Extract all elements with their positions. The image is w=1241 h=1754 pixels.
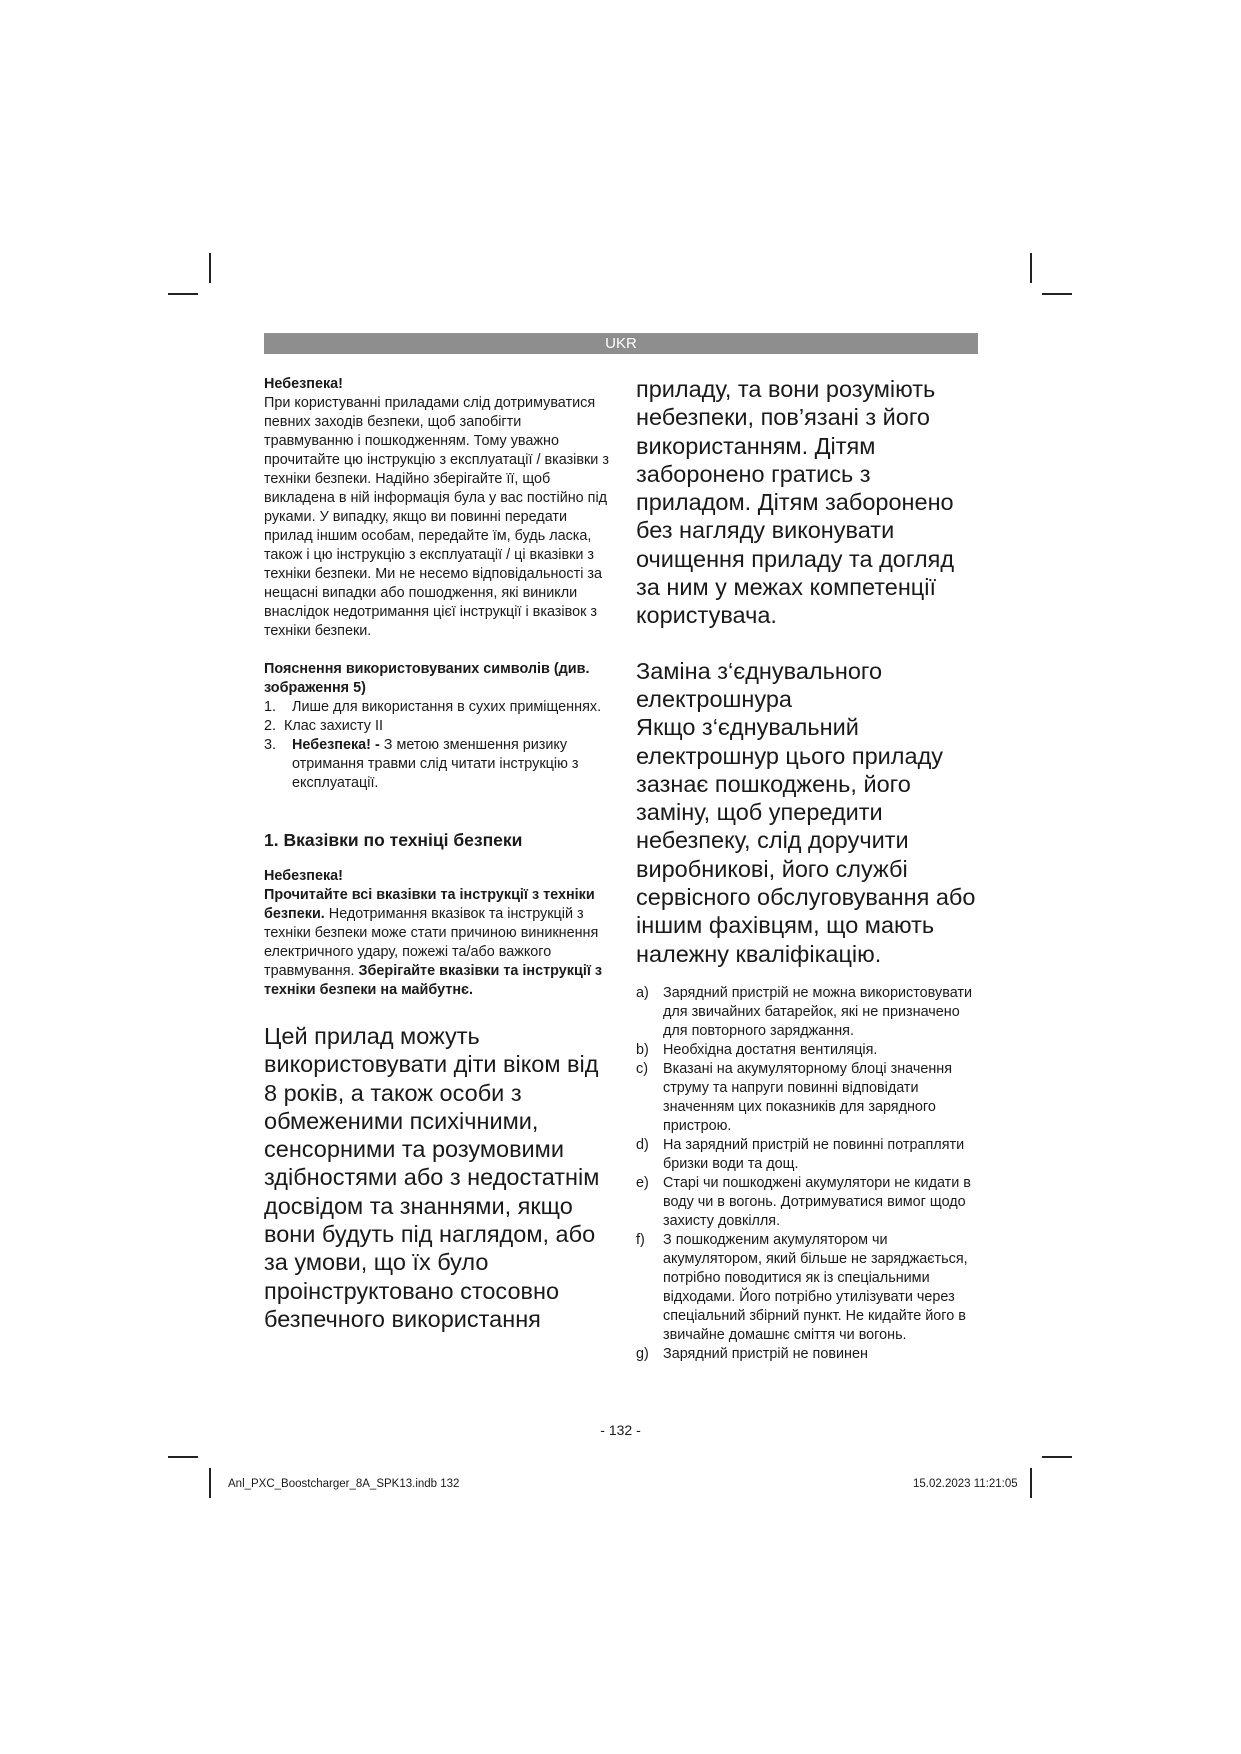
list-item: c) Вказані на акумуляторному блоці значення струму та напруги повинні відповідати значенням цих показників для зарядного пристрою. — [636, 1060, 953, 1134]
language-header-bar: UKR — [264, 333, 978, 354]
print-slug-date: 15.02.2023 11:21:05 — [913, 1478, 1018, 1490]
crop-mark — [168, 293, 198, 295]
cable-replacement-text: Якщо з‘єднувальний електрошнур цього приладу зазнає пошкоджень, його заміну, щоб упередити небезпеку, слід доручити виробникові, його службі сервісного обслуговування або іншим фахівцям, що мають належну кваліфікацію. — [636, 714, 976, 967]
danger-paragraph: Прочитайте всі вказівки та інструкції з техніки безпеки. Недотримання вказівок та інструкцій з техніки безпеки може стати причиною виникнення електричного удару, пожежі та/або важкого травмування. Зберігайте вказівки та інструкції з техніки безпеки на майбутнє. — [264, 887, 603, 998]
crop-mark — [1030, 1468, 1032, 1498]
symbol-item: 3. Небезпека! - З метою зменшення ризику отримання травми слід читати інструкцію з експлуатації. — [264, 737, 579, 791]
crop-mark — [1042, 1456, 1072, 1458]
list-item: e) Старі чи пошкоджені акумулятори не кидати в воду чи в вогонь. Дотримуватися вимог щодо захисту довкілля. — [636, 1174, 971, 1229]
left-column — [264, 375, 614, 1333]
children-warning: Цей прилад можуть використовувати діти віком від 8 років, а також особи з обмеженими психічними, сенсорними та розумовими здібностями або з недостатнім досвідом та знаннями, якщо вони будуть під наглядом, або за умови, що їх було проінструктовано стосовно безпечного використання — [264, 1023, 600, 1332]
crop-mark — [209, 1468, 211, 1498]
charger-safety-list — [636, 984, 982, 1364]
list-item: d) На зарядний пристрій не повинні потрапляти бризки води та дощ. — [636, 1136, 965, 1172]
list-item: b) Необхідна достатня вентиляція. — [636, 1041, 878, 1058]
danger-title: Небезпека! — [264, 868, 343, 884]
cable-replacement-title: Заміна з‘єднувального електрошнура — [636, 657, 883, 712]
crop-mark — [168, 1456, 198, 1458]
crop-mark — [1030, 253, 1032, 283]
intro-title: Небезпека! — [264, 376, 343, 392]
page-number: - 132 - — [600, 1422, 641, 1438]
symbols-title: Пояснення використовуваних символів (див. зображення 5) — [264, 661, 590, 696]
crop-mark — [209, 253, 211, 283]
list-item: a) Зарядний пристрій не можна використовувати для звичайних батарейок, які не призначено для повторного заряджання. — [636, 984, 973, 1039]
crop-mark — [1042, 293, 1072, 295]
right-column — [636, 375, 982, 1364]
symbol-item: 1. Лише для використання в сухих приміщеннях. — [264, 699, 602, 715]
print-slug-filename: Anl_PXC_Boostcharger_8A_SPK13.indb 132 — [228, 1478, 460, 1490]
intro-text: При користуванні приладами слід дотримуватися певних заходів безпеки, щоб запобігти травмуванню і пошкодженням. Тому уважно прочитайте цю інструкцію з експлуатації / вказівки з техніки безпеки. Надійно зберігайте її, щоб викладена в ній інформація була у вас постійно під руками. У випадку, якщо ви повинні передати прилад іншим особам, передайте їм, будь ласка, також і цю інструкцію з експлуатації / ці вказівки з техніки безпеки. Ми не несемо відповідальності за нещасні випадки або пошодження, які виникли внаслідок недотримання цієї інструкції і вказівок з техніки безпеки. — [264, 395, 609, 639]
children-warning-continued: приладу, та вони розуміють небезпеки, пов’язані з його використанням. Дітям заборонено гратись з приладом. Дітям заборонено без нагляду виконувати очищення приладу та догляд за ним у межах компетенції користувача. — [636, 376, 955, 629]
symbol-item: 2. Клас захисту II — [264, 718, 383, 734]
list-item: g) Зарядний пристрій не повинен — [636, 1345, 868, 1362]
list-item: f) З пошкодженим акумулятором чи акумулятором, який більше не заряджається, потрібно поводитися як із спеціальними відходами. Його потрібно утилізувати через спеціальний збірний пункт. Не кидайте його в звичайне домашнє сміття чи вогонь. — [636, 1231, 968, 1343]
section-title: 1. Вказівки по техніці безпеки — [264, 830, 523, 850]
